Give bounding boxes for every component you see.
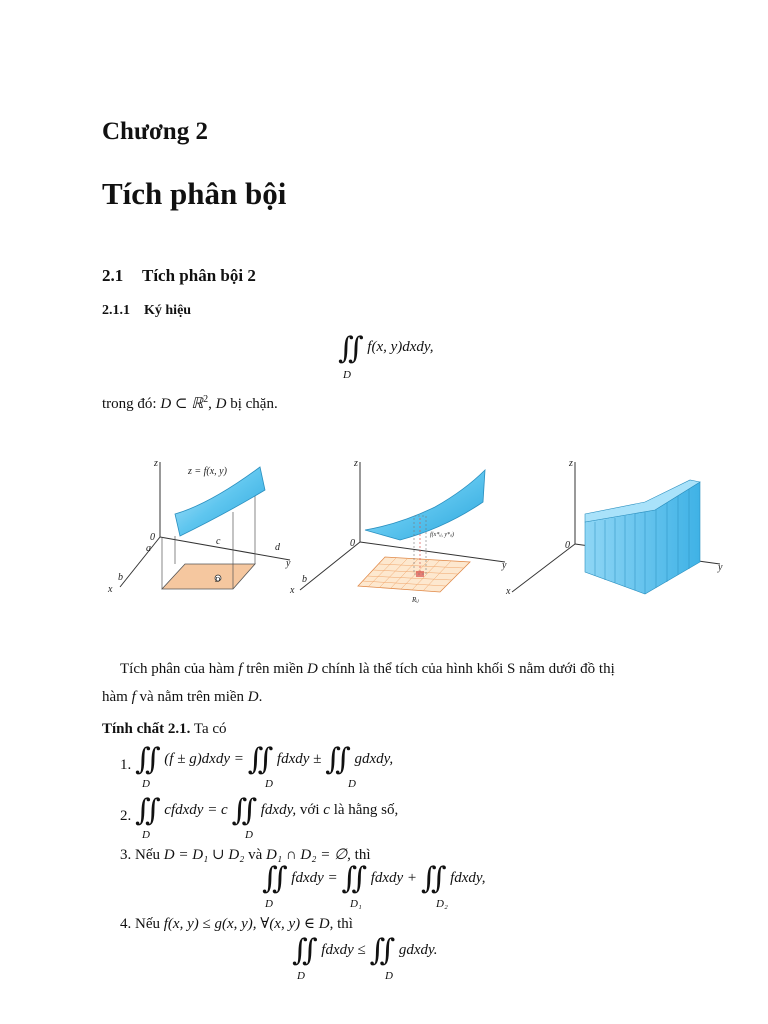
main-integrand: f(x, y)dxdy, (367, 339, 434, 355)
fig1-D-label: D (215, 576, 221, 584)
p2-tail2: là hằng số, (333, 802, 399, 818)
p3-mid: fdxdy + (370, 870, 418, 886)
property-item-3-formula (262, 861, 486, 896)
column-block (585, 482, 700, 594)
section-heading (102, 266, 256, 286)
fig1-b-label: b (118, 572, 123, 583)
chapter-title: Tích phân bội (102, 176, 287, 211)
p4-then: , thì (329, 916, 353, 932)
p3-int-1: ∬ (262, 861, 288, 896)
para-f: f (238, 661, 243, 677)
para-end: . (258, 689, 263, 705)
fig2-x-label: x (290, 585, 295, 596)
p1-number: 1. (120, 757, 132, 773)
p2-domain-2: D (245, 829, 253, 841)
p1-lhs: (f ± g)dxdy = (164, 751, 244, 767)
p4-domain-1: D (297, 970, 305, 982)
p4-int-1: ∬ (292, 933, 318, 968)
property-heading (102, 721, 227, 738)
p3-rhs: fdxdy, (450, 870, 486, 886)
p4-domain-2: D (385, 970, 393, 982)
p4-cond: f(x, y) ≤ g(x, y), ∀(x, y) ∈ D (163, 916, 330, 932)
para-l2-a: hàm (102, 689, 128, 705)
figure-volume-under-surface (100, 452, 730, 612)
section-number: 2.1 (102, 266, 124, 285)
fig1-a-label: a (146, 543, 151, 554)
p3-number: 3. Nếu (120, 847, 160, 863)
p1-mid: fdxdy ± (276, 751, 322, 767)
fig1-y-label: y (286, 558, 291, 569)
main-integral-domain: D (343, 369, 351, 381)
p2-lhs: cfdxdy = c (164, 802, 228, 818)
figure-panel-3 (505, 458, 723, 597)
fig1-zero-label: 0 (150, 532, 155, 543)
fig1-c-label: c (216, 536, 221, 547)
fig1-d-label: d (275, 542, 280, 553)
p3-cond2: D₁ ∩ D₂ = ∅ (266, 847, 348, 863)
p2-rhs: fdxdy, (260, 802, 297, 818)
subsection-heading (102, 303, 191, 319)
p1-rhs: gdxdy, (354, 751, 394, 767)
chapter-label: Chương 2 (102, 118, 208, 145)
p1-int-1: ∬ (135, 742, 161, 777)
para-l1-c: chính là thể tích của hình khối S nằm dưới đồ thị (321, 661, 615, 677)
fig3-zero-label: 0 (565, 540, 570, 551)
double-integral-sign: ∬ (338, 331, 364, 366)
p2-int-1: ∬ (135, 793, 161, 828)
property-item-1 (120, 742, 394, 777)
p1-int-2: ∬ (247, 742, 274, 777)
property-intro: Ta có (193, 721, 227, 737)
para-l1-a: Tích phân của hàm (120, 661, 235, 677)
property-item-4-condition (120, 914, 353, 933)
p3-int-3: ∬ (420, 861, 447, 896)
p4-rhs: gdxdy. (398, 942, 438, 958)
surface-patch-2 (365, 470, 485, 540)
p3-domain-d: D (265, 898, 273, 910)
fig1-z-label: z (154, 458, 158, 469)
fig1-surface-label: z = f(x, y) (188, 466, 227, 477)
p4-number: 4. Nếu (120, 916, 160, 932)
p3-cond: D = D₁ ∪ D₂ (163, 847, 245, 863)
p3-and: và (248, 847, 263, 863)
p1-domain-3: D (348, 778, 356, 790)
figure-panel-1 (107, 458, 291, 595)
where-prefix: trong đó: (102, 396, 157, 412)
para-d: D (307, 661, 318, 677)
para-l1-b: trên miền (246, 661, 304, 677)
main-integral (338, 331, 434, 366)
subsection-number: 2.1.1 (102, 303, 130, 318)
section-title: Tích phân bội 2 (142, 266, 256, 285)
p3-domain-d2: D₂ (436, 898, 448, 910)
p4-int-2: ∬ (369, 933, 396, 968)
fig3-z-label: z (569, 458, 573, 469)
p1-int-3: ∬ (325, 742, 351, 777)
paragraph-line-2 (102, 689, 262, 706)
fig2-zero-label: 0 (350, 538, 355, 549)
p1-domain-1: D (142, 778, 150, 790)
p4-lhs: fdxdy ≤ (321, 942, 366, 958)
p2-rhs-group (261, 802, 399, 818)
fig2-b-label: b (302, 574, 307, 585)
fig3-x-label: x (506, 586, 511, 597)
para-f2: f (131, 689, 136, 705)
property-item-2 (120, 793, 399, 828)
region-d-shading (162, 564, 255, 589)
fig2-fx-label: f(x*ᵢⱼ, y*ᵢⱼ) (430, 532, 454, 538)
p2-domain-1: D (142, 829, 150, 841)
p2-tail: với (299, 802, 320, 818)
figure-panel-2 (289, 458, 507, 604)
p3-int-2: ∬ (341, 861, 367, 896)
para-d2: D (247, 689, 259, 705)
where-sep: , (208, 396, 212, 412)
subsection-title: Ký hiệu (144, 303, 192, 318)
where-set: D ⊂ ℝ (160, 396, 204, 412)
fig3-y-label: y (718, 562, 723, 573)
p2-number: 2. (120, 808, 132, 824)
where-d: D (215, 396, 227, 412)
surface-patch (175, 467, 265, 536)
property-label: Tính chất 2.1. (102, 721, 191, 737)
where-suffix: bị chặn. (230, 396, 278, 412)
p3-then: , thì (347, 847, 371, 863)
p1-domain-2: D (265, 778, 273, 790)
property-item-3-condition (120, 845, 371, 864)
p3-lhs: fdxdy = (291, 870, 338, 886)
p3-domain-d1: D₁ (350, 898, 362, 910)
para-l2-b: và nằm trên miền (139, 689, 245, 705)
fig2-z-label: z (354, 458, 358, 469)
p2-c: c (323, 802, 330, 818)
fig1-x-label: x (108, 584, 113, 595)
fig2-y-label: y (502, 560, 507, 571)
property-item-4-formula (292, 933, 438, 968)
p2-int-2: ∬ (231, 793, 258, 828)
where-exp: 2 (203, 394, 209, 405)
where-line (102, 394, 278, 413)
paragraph-line-1 (120, 661, 615, 678)
fig2-rij-label: Rᵢⱼ (412, 596, 419, 604)
